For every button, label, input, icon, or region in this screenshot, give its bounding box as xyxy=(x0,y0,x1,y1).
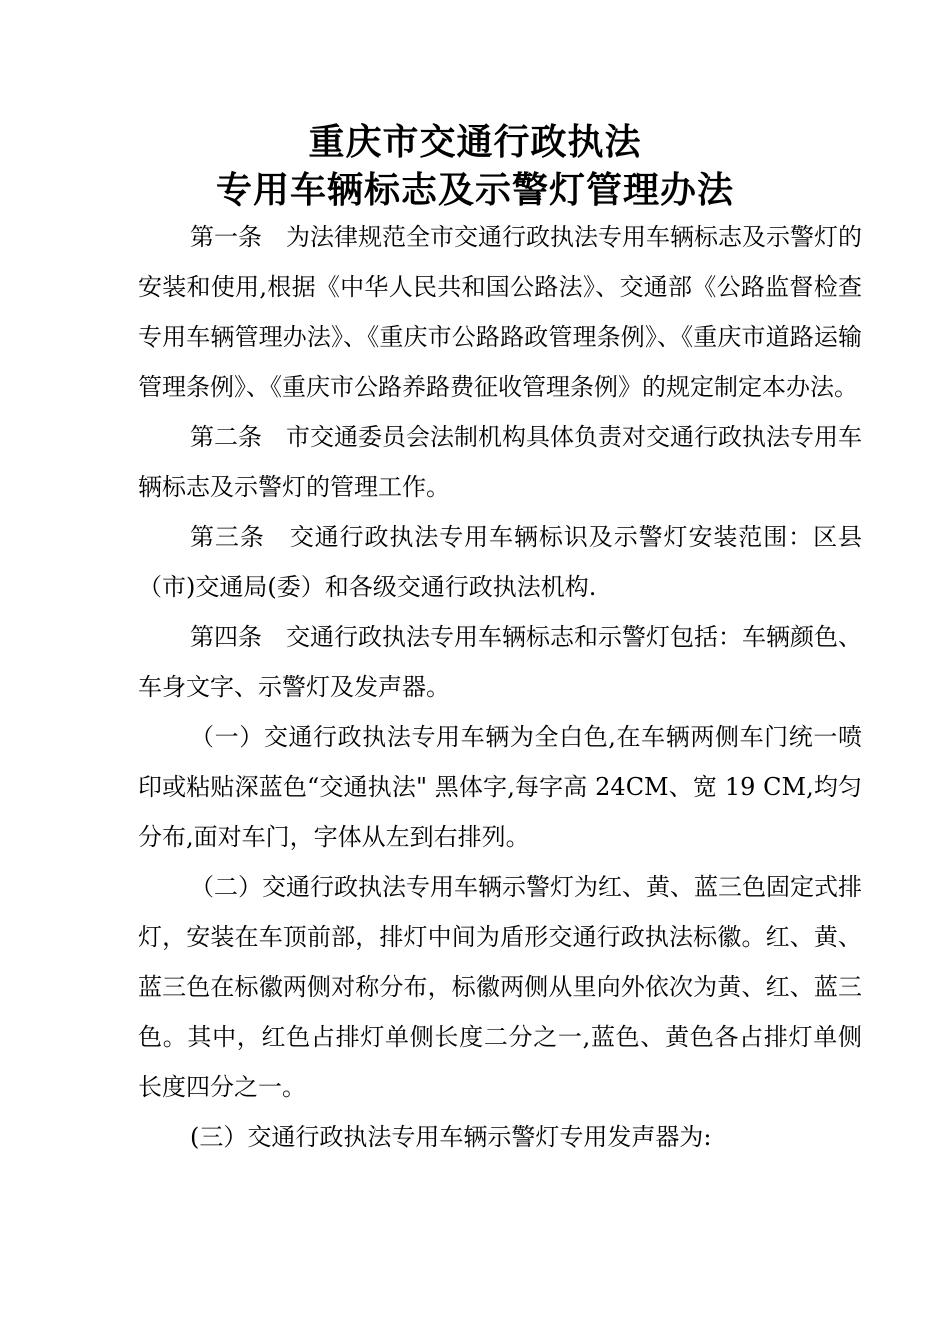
paragraph-item-2: （二）交通行政执法专用车辆示警灯为红、黄、蓝三色固定式排灯，安装在车顶前部，排灯中间为盾形交通行政执法标徽。红、黄、蓝三色在标徽两侧对称分布，标徽两侧从里向外依次为黄、红、蓝三色。其中，红色占排灯单侧长度二分之一,蓝色、黄色各占排灯单侧长度四分之一。 xyxy=(138,873,862,1101)
document-title xyxy=(0,118,950,214)
paragraph-article-1: 第一条 为法律规范全市交通行政执法专用车辆标志及示警灯的安装和使用,根据《中华人民共和国公路法》、交通部《公路监督检查专用车辆管理办法》、《重庆市公路路政管理条例》、《重庆市道路运输管理条例》、《重庆市公路养路费征收管理条例》的规定制定本办法。 xyxy=(138,223,862,401)
paragraph-article-2: 第二条 市交通委员会法制机构具体负责对交通行政执法专用车辆标志及示警灯的管理工作。 xyxy=(138,423,862,501)
paragraph-item-3: (三）交通行政执法专用车辆示警灯专用发声器为: xyxy=(190,1123,712,1151)
document-body xyxy=(138,212,862,1162)
paragraph-item-1: （一）交通行政执法专用车辆为全白色,在车辆两侧车门统一喷印或粘贴深蓝色“交通执法" 黑体字,每字高 24CM、宽 19 CM,均匀分布,面对车门，字体从左到右排列。 xyxy=(138,723,862,851)
paragraph-article-4: 第四条 交通行政执法专用车辆标志和示警灯包括：车辆颜色、车身文字、示警灯及发声器。 xyxy=(138,623,862,701)
paragraph-article-3: 第三条 交通行政执法专用车辆标识及示警灯安装范围：区县（市)交通局(委）和各级交通行政执法机构. xyxy=(138,523,862,601)
title-line-1: 重庆市交通行政执法 xyxy=(308,121,642,163)
title-line-2: 专用车辆标志及示警灯管理办法 xyxy=(215,169,734,211)
